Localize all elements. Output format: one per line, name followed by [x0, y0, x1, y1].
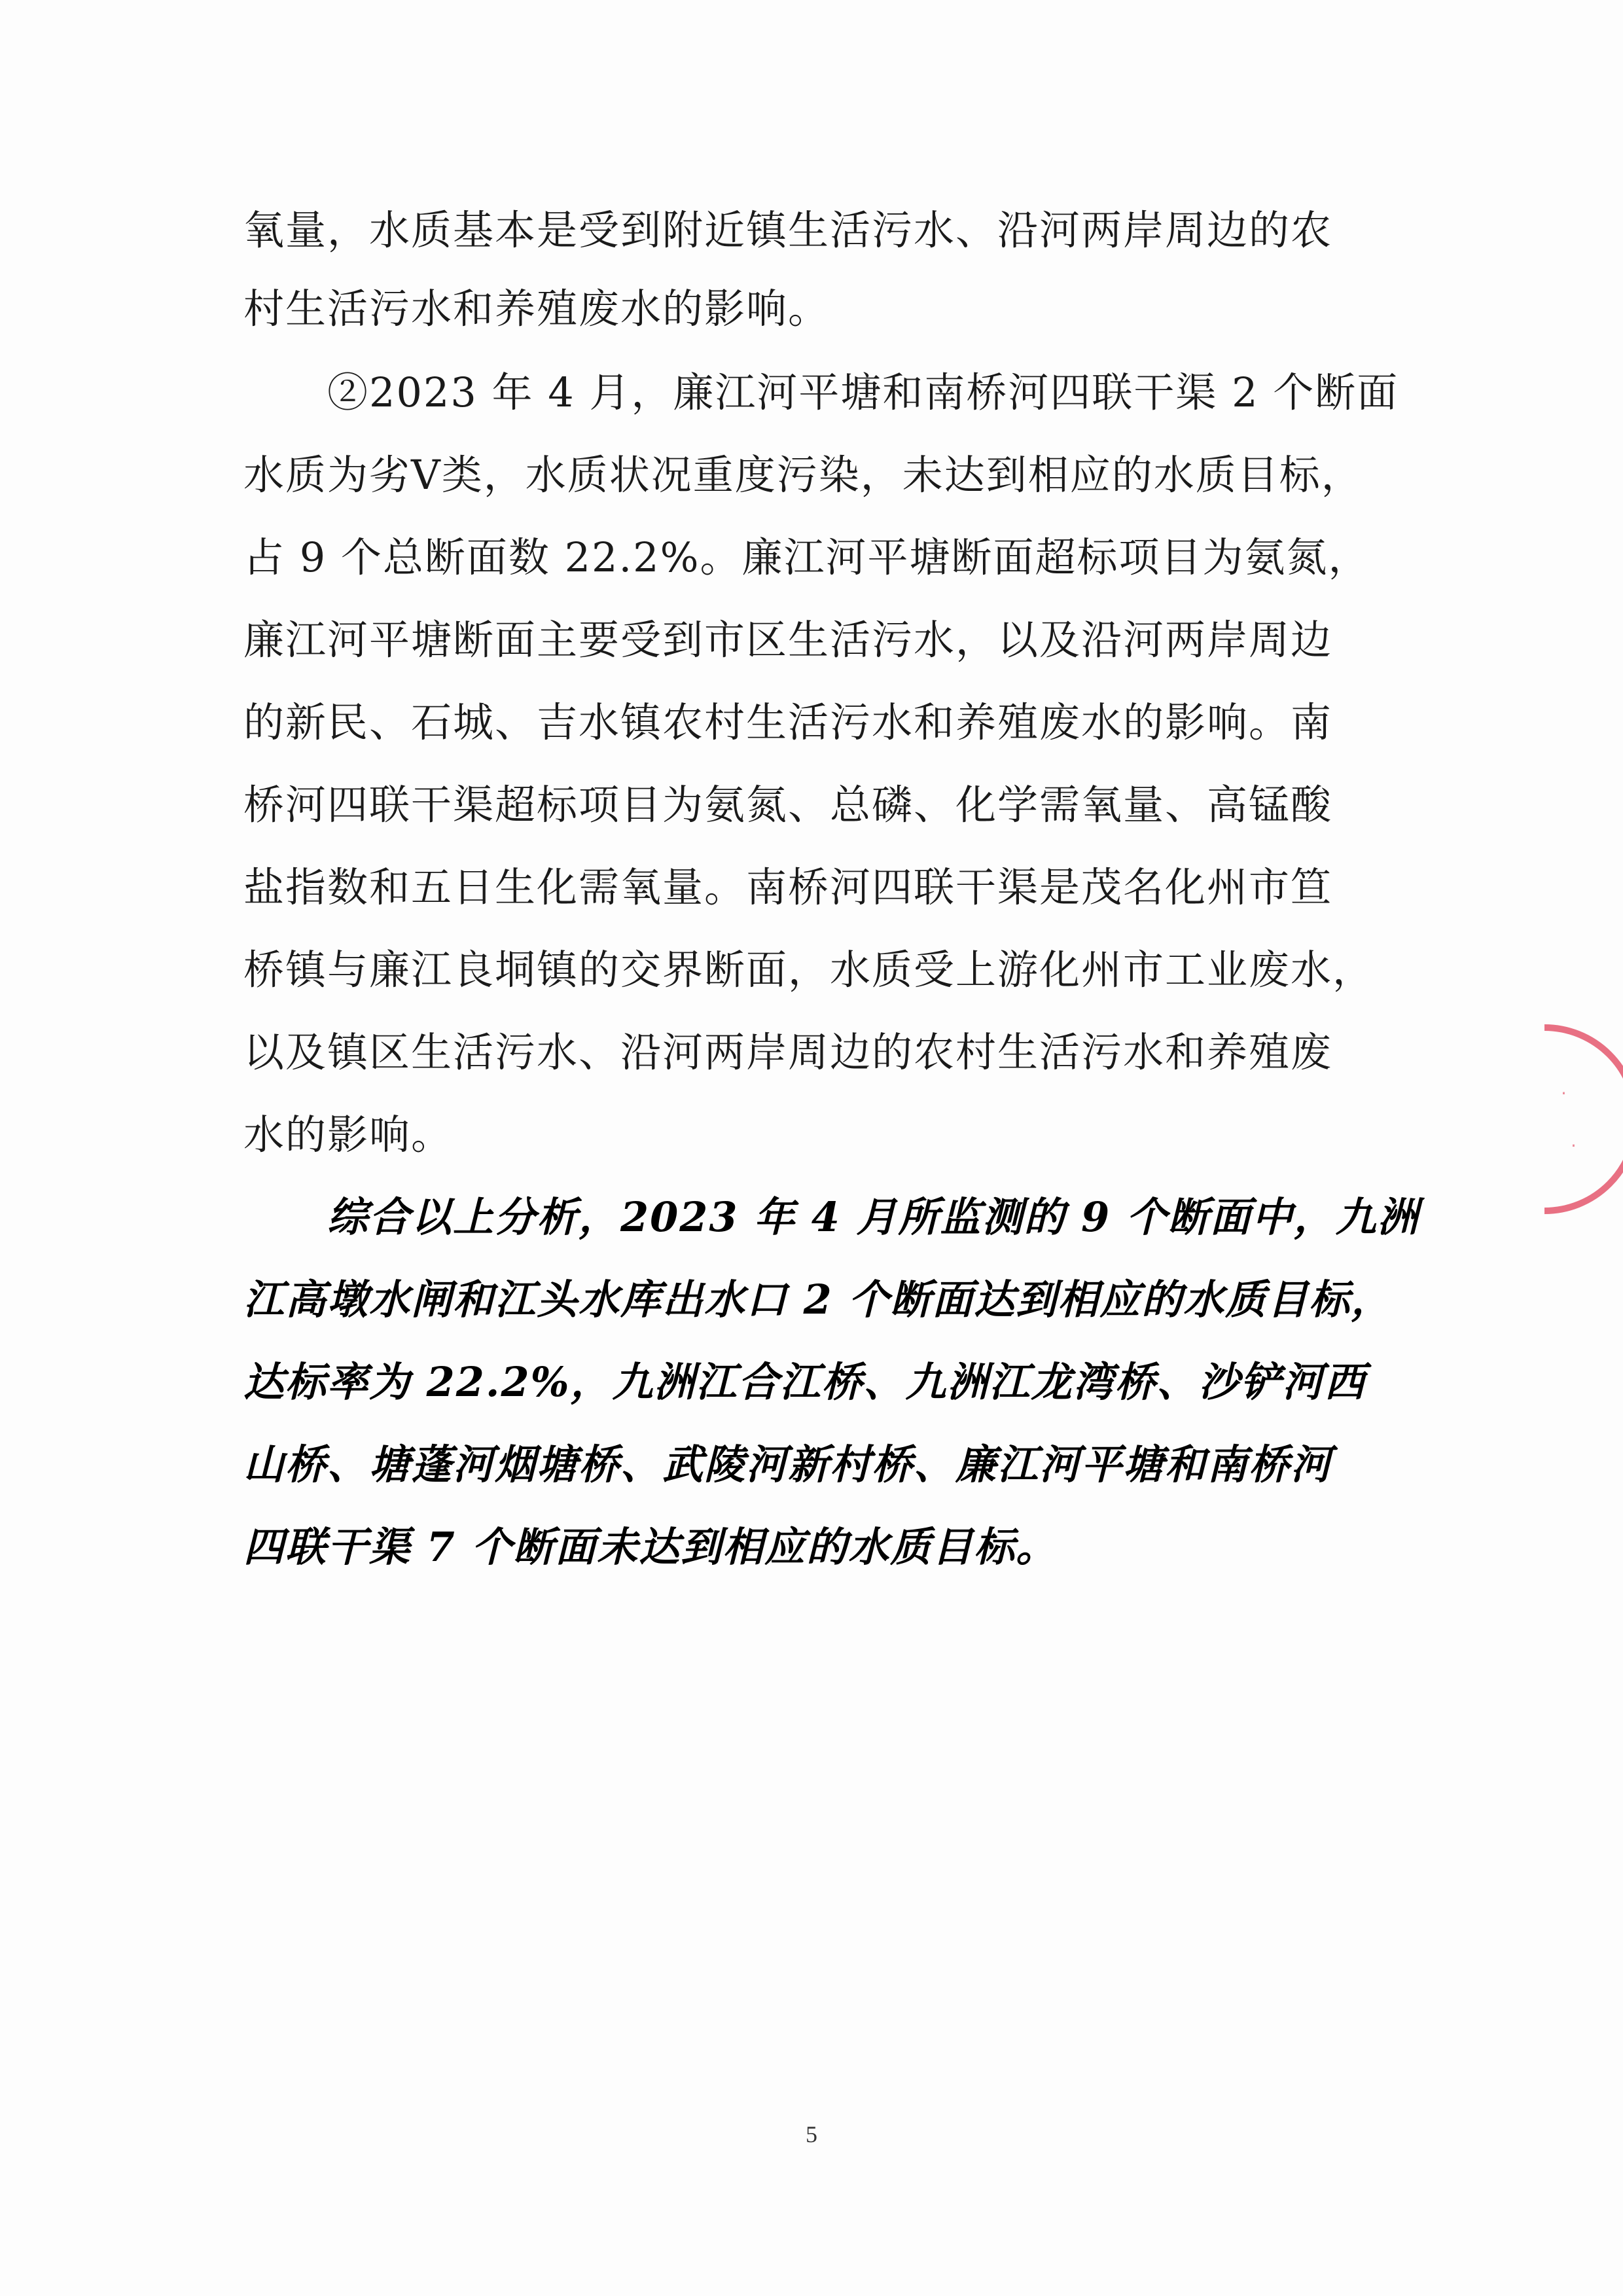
text-line: 的新民、石城、吉水镇农村生活污水和养殖废水的影响。南	[243, 698, 1333, 746]
text-line: 氧量，水质基本是受到附近镇生活污水、沿河两岸周边的农	[243, 206, 1333, 254]
text-line: 以及镇区生活污水、沿河两岸周边的农村生活污水和养殖废	[243, 1028, 1333, 1076]
summary-line: 四联干渠 7 个断面未达到相应的水质目标。	[243, 1523, 1058, 1571]
page-number: 5	[806, 2121, 817, 2147]
seal-stamp	[1531, 1021, 1623, 1217]
text-line: 村生活污水和养殖废水的影响。	[243, 285, 830, 332]
text-line: 桥河四联干渠超标项目为氨氮、总磷、化学需氧量、高锰酸	[243, 781, 1333, 829]
text-line: 桥镇与廉江良垌镇的交界断面，水质受上游化州市工业废水，	[243, 946, 1375, 994]
summary-line: 江高墩水闸和江头水库出水口 2 个断面达到相应的水质目标，	[243, 1276, 1393, 1323]
text-line: 水的影响。	[243, 1111, 454, 1158]
text-line: 盐指数和五日生化需氧量。南桥河四联干渠是茂名化州市笪	[243, 863, 1333, 911]
summary-line: 综合以上分析，2023 年 4 月所监测的 9 个断面中，九洲	[327, 1193, 1419, 1241]
svg-text:·: ·	[1571, 1135, 1577, 1157]
text-line: 占 9 个总断面数 22.2%。廉江河平塘断面超标项目为氨氮，	[243, 533, 1370, 581]
text-line: ②2023 年 4 月，廉江河平塘和南桥河四联干渠 2 个断面	[327, 368, 1399, 416]
summary-line: 山桥、塘蓬河烟塘桥、武陵河新村桥、廉江河平塘和南桥河	[243, 1441, 1333, 1488]
svg-text:·: ·	[1561, 1083, 1567, 1104]
text-line: 水质为劣Ⅴ类，水质状况重度污染，未达到相应的水质目标，	[243, 451, 1363, 499]
text-line: 廉江河平塘断面主要受到市区生活污水，以及沿河两岸周边	[243, 616, 1333, 664]
summary-line: 达标率为 22.2%，九洲江合江桥、九洲江龙湾桥、沙铲河西	[243, 1358, 1366, 1406]
